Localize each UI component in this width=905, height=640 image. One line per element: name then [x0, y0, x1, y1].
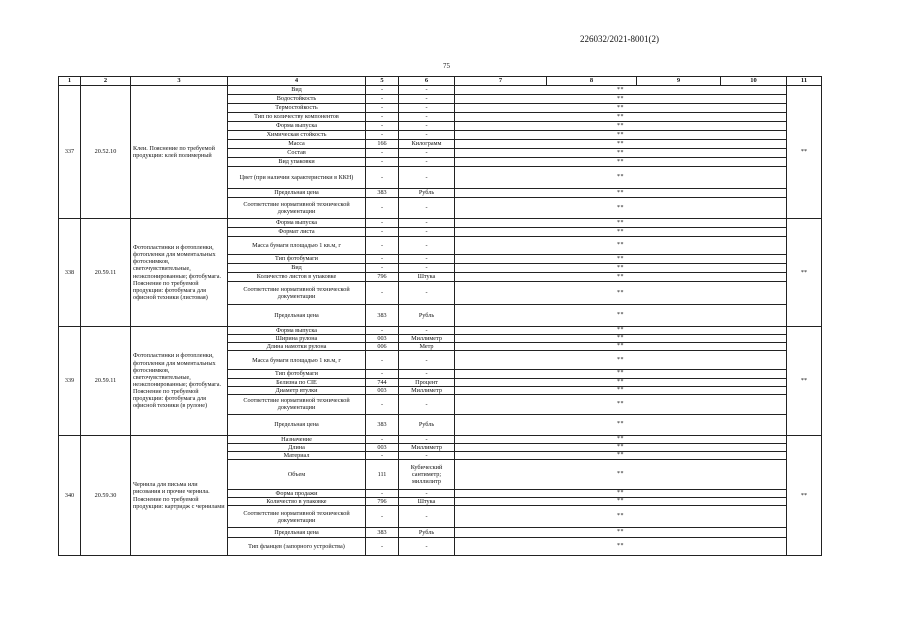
- characteristic-name: Белизна по CIE: [228, 378, 366, 386]
- unit-name: -: [399, 282, 455, 305]
- unit-code: 383: [366, 414, 399, 435]
- unit-name: Рубль: [399, 528, 455, 538]
- unit-code: -: [366, 228, 399, 237]
- requirements-table: [58, 76, 822, 556]
- characteristic-name: Количество в упаковке: [228, 498, 366, 506]
- characteristic-name: Масса: [228, 140, 366, 149]
- characteristic-values: **: [455, 394, 787, 414]
- column-11-value: **: [787, 219, 822, 327]
- unit-code: -: [366, 394, 399, 414]
- characteristic-name: Водостойкость: [228, 95, 366, 104]
- characteristic-name: Цвет (при наличии характеристики в ККН): [228, 167, 366, 189]
- unit-code: -: [366, 113, 399, 122]
- okpd-code: 20.59.11: [81, 327, 131, 436]
- unit-name: Процент: [399, 378, 455, 386]
- characteristic-name: Масса бумаги площадью 1 кв.м, г: [228, 237, 366, 255]
- item-number: 340: [59, 435, 81, 556]
- okpd-code: 20.52.10: [81, 86, 131, 219]
- unit-name: Рубль: [399, 414, 455, 435]
- characteristic-name: Вид: [228, 264, 366, 273]
- column-number-10: 10: [721, 77, 787, 86]
- characteristic-name: Тип фотобумаги: [228, 370, 366, 378]
- unit-name: -: [399, 158, 455, 167]
- characteristic-name: Форма выпуска: [228, 327, 366, 335]
- characteristic-values: **: [455, 228, 787, 237]
- characteristic-name: Длина намотки рулона: [228, 343, 366, 351]
- unit-code: -: [366, 255, 399, 264]
- unit-code: -: [366, 264, 399, 273]
- characteristic-values: **: [455, 490, 787, 498]
- characteristic-name: Форма продажи: [228, 490, 366, 498]
- unit-name: -: [399, 490, 455, 498]
- unit-name: Штука: [399, 498, 455, 506]
- characteristic-values: **: [455, 378, 787, 386]
- item-number: 338: [59, 219, 81, 327]
- characteristic-values: **: [455, 189, 787, 198]
- unit-code: -: [366, 104, 399, 113]
- column-number-3: 3: [131, 77, 228, 86]
- product-name: Фотопластинки и фотопленки, фотопленки для моментальных фотоснимков, светочувствительные, неэкспонированные; фотобумага. Пояснение по требуемой продукции: фотобумага для офисной техники (в рулоне): [131, 327, 228, 436]
- unit-code: -: [366, 538, 399, 556]
- item-number: 339: [59, 327, 81, 436]
- characteristic-name: Назначение: [228, 435, 366, 443]
- characteristic-values: **: [455, 167, 787, 189]
- unit-code: 796: [366, 498, 399, 506]
- characteristic-name: Диаметр втулки: [228, 386, 366, 394]
- unit-name: -: [399, 122, 455, 131]
- characteristic-name: Объем: [228, 460, 366, 490]
- unit-code: -: [366, 351, 399, 370]
- characteristic-values: **: [455, 273, 787, 282]
- characteristic-name: Состав: [228, 149, 366, 158]
- okpd-code: 20.59.11: [81, 219, 131, 327]
- unit-code: -: [366, 131, 399, 140]
- characteristic-name: Материал: [228, 452, 366, 460]
- characteristic-values: **: [455, 460, 787, 490]
- characteristic-values: **: [455, 351, 787, 370]
- unit-code: -: [366, 149, 399, 158]
- unit-name: Метр: [399, 343, 455, 351]
- unit-code: 383: [366, 305, 399, 327]
- characteristic-values: **: [455, 282, 787, 305]
- unit-name: -: [399, 167, 455, 189]
- characteristic-values: **: [455, 95, 787, 104]
- characteristic-name: Соответствие нормативной технической документации: [228, 282, 366, 305]
- characteristic-name: Предельная цена: [228, 305, 366, 327]
- characteristic-values: **: [455, 443, 787, 451]
- characteristic-values: **: [455, 131, 787, 140]
- column-number-6: 6: [399, 77, 455, 86]
- item-number: 337: [59, 86, 81, 219]
- unit-name: -: [399, 228, 455, 237]
- characteristic-values: **: [455, 452, 787, 460]
- characteristic-name: Химическая стойкость: [228, 131, 366, 140]
- characteristic-name: Тип по количеству компонентов: [228, 113, 366, 122]
- unit-code: -: [366, 158, 399, 167]
- unit-code: -: [366, 435, 399, 443]
- characteristic-name: Вид: [228, 86, 366, 95]
- characteristic-name: Количество листов в упаковке: [228, 273, 366, 282]
- unit-code: -: [366, 490, 399, 498]
- characteristic-values: **: [455, 386, 787, 394]
- unit-name: -: [399, 219, 455, 228]
- unit-name: -: [399, 370, 455, 378]
- unit-code: -: [366, 282, 399, 305]
- characteristic-name: Соответствие нормативной технической документации: [228, 506, 366, 528]
- characteristic-values: **: [455, 149, 787, 158]
- characteristic-values: **: [455, 113, 787, 122]
- unit-code: -: [366, 370, 399, 378]
- characteristic-name: Предельная цена: [228, 414, 366, 435]
- unit-name: Миллиметр: [399, 335, 455, 343]
- unit-name: Килограмм: [399, 140, 455, 149]
- unit-code: 003: [366, 335, 399, 343]
- characteristic-values: **: [455, 219, 787, 228]
- unit-name: Кубический сантиметр; миллилитр: [399, 460, 455, 490]
- characteristic-values: **: [455, 370, 787, 378]
- characteristic-values: **: [455, 255, 787, 264]
- column-number-8: 8: [547, 77, 637, 86]
- document-number: 226032/2021-8001(2): [580, 34, 659, 44]
- characteristic-name: Предельная цена: [228, 528, 366, 538]
- unit-name: -: [399, 351, 455, 370]
- okpd-code: 20.59.30: [81, 435, 131, 556]
- unit-name: Рубль: [399, 305, 455, 327]
- characteristic-values: **: [455, 237, 787, 255]
- characteristic-values: **: [455, 86, 787, 95]
- unit-name: -: [399, 86, 455, 95]
- unit-code: 003: [366, 443, 399, 451]
- unit-name: -: [399, 237, 455, 255]
- column-number-row: [59, 77, 822, 86]
- unit-code: 383: [366, 189, 399, 198]
- unit-code: 166: [366, 140, 399, 149]
- unit-name: -: [399, 452, 455, 460]
- characteristic-name: Соответствие нормативной технической документации: [228, 198, 366, 219]
- characteristic-name: Длина: [228, 443, 366, 451]
- unit-name: -: [399, 113, 455, 122]
- unit-code: 383: [366, 528, 399, 538]
- unit-code: 744: [366, 378, 399, 386]
- column-number-4: 4: [228, 77, 366, 86]
- characteristic-values: **: [455, 198, 787, 219]
- characteristic-values: **: [455, 122, 787, 131]
- unit-name: Рубль: [399, 189, 455, 198]
- unit-code: -: [366, 198, 399, 219]
- page-number: 75: [443, 62, 450, 70]
- characteristic-values: **: [455, 343, 787, 351]
- characteristic-name: Соответствие нормативной технической документации: [228, 394, 366, 414]
- unit-name: -: [399, 198, 455, 219]
- characteristic-name: Тип фланцев (запорного устройства): [228, 538, 366, 556]
- characteristic-name: Вид упаковки: [228, 158, 366, 167]
- unit-code: -: [366, 95, 399, 104]
- table-row: [59, 86, 822, 95]
- unit-code: 796: [366, 273, 399, 282]
- characteristic-values: **: [455, 140, 787, 149]
- column-number-11: 11: [787, 77, 822, 86]
- characteristic-values: **: [455, 538, 787, 556]
- characteristic-values: **: [455, 335, 787, 343]
- column-number-7: 7: [455, 77, 547, 86]
- unit-code: -: [366, 506, 399, 528]
- unit-name: -: [399, 131, 455, 140]
- characteristic-values: **: [455, 528, 787, 538]
- characteristic-name: Масса бумаги площадью 1 кв.м, г: [228, 351, 366, 370]
- characteristic-values: **: [455, 264, 787, 273]
- characteristic-values: **: [455, 104, 787, 113]
- unit-code: -: [366, 452, 399, 460]
- table-row: [59, 327, 822, 335]
- characteristic-name: Ширина рулона: [228, 335, 366, 343]
- unit-name: -: [399, 149, 455, 158]
- unit-code: -: [366, 327, 399, 335]
- unit-code: -: [366, 237, 399, 255]
- unit-name: -: [399, 264, 455, 273]
- characteristic-name: Тип фотобумаги: [228, 255, 366, 264]
- column-11-value: **: [787, 435, 822, 556]
- unit-name: -: [399, 255, 455, 264]
- table-row: [59, 219, 822, 228]
- unit-name: -: [399, 104, 455, 113]
- characteristic-name: Форма выпуска: [228, 122, 366, 131]
- unit-name: -: [399, 506, 455, 528]
- unit-code: 111: [366, 460, 399, 490]
- table-row: [59, 435, 822, 443]
- unit-code: -: [366, 122, 399, 131]
- unit-name: -: [399, 95, 455, 104]
- characteristic-values: **: [455, 327, 787, 335]
- column-number-9: 9: [637, 77, 721, 86]
- product-name: Клеи. Пояснение по требуемой продукции: клей полимерный: [131, 86, 228, 219]
- column-number-2: 2: [81, 77, 131, 86]
- unit-name: -: [399, 538, 455, 556]
- characteristic-name: Формат листа: [228, 228, 366, 237]
- unit-name: -: [399, 394, 455, 414]
- unit-name: -: [399, 327, 455, 335]
- unit-code: -: [366, 167, 399, 189]
- column-11-value: **: [787, 86, 822, 219]
- unit-name: Миллиметр: [399, 386, 455, 394]
- unit-name: -: [399, 435, 455, 443]
- characteristic-values: **: [455, 414, 787, 435]
- column-11-value: **: [787, 327, 822, 436]
- characteristic-values: **: [455, 305, 787, 327]
- characteristic-values: **: [455, 435, 787, 443]
- characteristic-values: **: [455, 498, 787, 506]
- column-number-5: 5: [366, 77, 399, 86]
- product-name: Чернила для письма или рисования и прочие чернила. Пояснение по требуемой продукции: картридж с чернилами: [131, 435, 228, 556]
- unit-name: Штука: [399, 273, 455, 282]
- unit-code: 006: [366, 343, 399, 351]
- column-number-1: 1: [59, 77, 81, 86]
- characteristic-name: Форма выпуска: [228, 219, 366, 228]
- unit-code: -: [366, 86, 399, 95]
- characteristic-name: Предельная цена: [228, 189, 366, 198]
- unit-code: 003: [366, 386, 399, 394]
- unit-name: Миллиметр: [399, 443, 455, 451]
- unit-code: -: [366, 219, 399, 228]
- table-body: [59, 86, 822, 556]
- product-name: Фотопластинки и фотопленки, фотопленки для моментальных фотоснимков, светочувствительные, неэкспонированные; фотобумага. Пояснение по требуемой продукции: фотобумага для офисной техники (листовая): [131, 219, 228, 327]
- characteristic-values: **: [455, 506, 787, 528]
- characteristic-name: Термостойкость: [228, 104, 366, 113]
- characteristic-values: **: [455, 158, 787, 167]
